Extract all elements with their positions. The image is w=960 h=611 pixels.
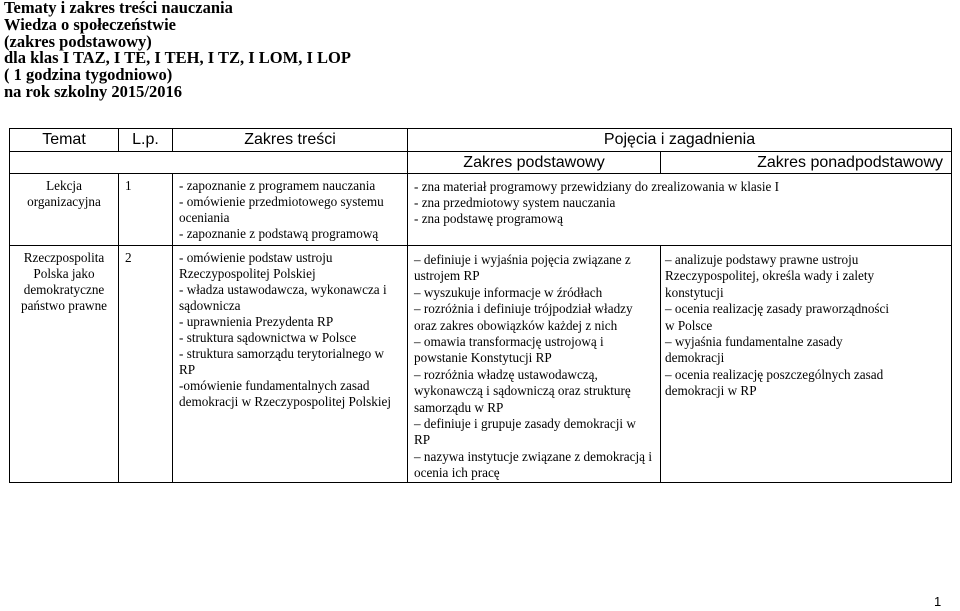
topic-line: Lekcja xyxy=(46,178,82,193)
curriculum-table xyxy=(9,128,952,483)
row1-topic xyxy=(10,174,119,246)
topic-line: organizacyjna xyxy=(27,194,101,209)
row1-concepts xyxy=(408,174,952,246)
row1-content xyxy=(173,174,408,246)
content-line: - struktura samorządu terytorialnego w xyxy=(179,346,385,361)
basic-concept-line: – nazywa instytucje związane z demokracją i xyxy=(414,448,652,464)
concept-line: - zna materiał programowy przewidziany do zrealizowania w klasie I xyxy=(414,179,780,194)
row2-topic xyxy=(10,246,119,483)
header-spacer xyxy=(10,152,408,174)
basic-concept-line: powstanie Konstytucji RP xyxy=(414,350,552,366)
row2-basic-concepts xyxy=(408,246,661,483)
header-ponadpodstawowy: Zakres ponadpodstawowy xyxy=(661,152,952,174)
basic-concept-line: ustrojem RP xyxy=(414,268,480,284)
basic-concept-line: – definiuje i grupuje zasady demokracji w xyxy=(414,416,636,432)
extended-concept-line: w Polsce xyxy=(665,317,713,333)
topic-line: państwo prawne xyxy=(20,298,108,313)
basic-concept-line: wykonawczą i sądowniczą oraz strukturę xyxy=(414,383,631,399)
extended-concept-line: Rzeczypospolitej, określa wady i zalety xyxy=(665,268,875,284)
basic-concept-line: – omawia transformację ustrojową i xyxy=(414,334,604,350)
basic-concept-line: – rozróżnia władzę ustawodawczą, xyxy=(414,366,598,382)
topic-line: demokratyczne xyxy=(23,282,105,297)
content-line: - zapoznanie z programem nauczania xyxy=(179,178,376,193)
header-pojecia: Pojęcia i zagadnienia xyxy=(408,129,952,152)
row2-content xyxy=(173,246,408,483)
extended-concept-line: konstytucji xyxy=(665,284,724,300)
header-lp: L.p. xyxy=(119,129,173,152)
header-zakres-tresci: Zakres treści xyxy=(173,129,408,152)
content-line: demokracji w Rzeczypospolitej Polskiej xyxy=(179,394,392,409)
content-line: Rzeczypospolitej Polskiej xyxy=(179,266,316,281)
title-line: (zakres podstawowy) xyxy=(4,31,152,51)
basic-concept-line: – rozróżnia i definiuje trójpodział władzy xyxy=(414,301,633,317)
extended-concept-line: – ocenia realizację poszczególnych zasad xyxy=(665,366,884,382)
topic-line: Rzeczpospolita xyxy=(23,250,105,265)
title-line: dla klas I TAZ, I TE, I TEH, I TZ, I LOM, I LOP xyxy=(4,48,351,68)
extended-concept-line: demokracji w RP xyxy=(665,383,757,399)
basic-concept-line: oraz zakres obowiązków każdej z nich xyxy=(414,317,618,333)
header-temat: Temat xyxy=(10,129,119,152)
basic-concept-line: samorządu w RP xyxy=(414,399,504,415)
row2-extended-concepts xyxy=(661,246,952,483)
row1-lp: 1 xyxy=(119,174,173,246)
concept-line: - zna przedmiotowy system nauczania xyxy=(414,195,616,211)
page-number: 1 xyxy=(934,594,942,609)
content-line: - omówienie przedmiotowego systemu xyxy=(179,194,384,209)
basic-concept-line: ocenia ich pracę xyxy=(414,465,500,481)
basic-concept-line: – definiuje i wyjaśnia pojęcia związane z xyxy=(414,252,631,267)
content-line: oceniania xyxy=(179,210,230,225)
basic-concept-line: – wyszukuje informacje w źródłach xyxy=(414,284,603,300)
extended-concept-line: – analizuje podstawy prawne ustroju xyxy=(665,252,859,267)
header-podstawowy: Zakres podstawowy xyxy=(408,152,661,174)
extended-concept-line: – ocenia realizację zasady praworządności xyxy=(665,301,890,317)
title-line: Tematy i zakres treści nauczania xyxy=(4,0,233,17)
extended-concept-line: – wyjaśnia fundamentalne zasady xyxy=(665,334,843,350)
content-line: RP xyxy=(179,362,196,377)
content-line: - struktura sądownictwa w Polsce xyxy=(179,330,357,345)
content-line: - omówienie podstaw ustroju xyxy=(179,250,333,265)
content-line: -omówienie fundamentalnych zasad xyxy=(179,378,370,393)
content-line: - zapoznanie z podstawą programową xyxy=(179,226,379,241)
content-line: sądownicza xyxy=(179,298,241,313)
title-line: na rok szkolny 2015/2016 xyxy=(4,81,183,101)
title-line: Wiedza o społeczeństwie xyxy=(4,14,177,34)
extended-concept-line: demokracji xyxy=(665,350,725,366)
topic-line: Polska jako xyxy=(33,266,95,281)
content-line: - uprawnienia Prezydenta RP xyxy=(179,314,334,329)
concept-line: - zna podstawę programową xyxy=(414,211,564,227)
content-line: - władza ustawodawcza, wykonawcza i xyxy=(179,282,387,297)
title-line: ( 1 godzina tygodniowo) xyxy=(4,65,173,85)
document-title xyxy=(4,0,351,101)
row2-lp: 2 xyxy=(119,246,173,483)
basic-concept-line: RP xyxy=(414,432,431,448)
